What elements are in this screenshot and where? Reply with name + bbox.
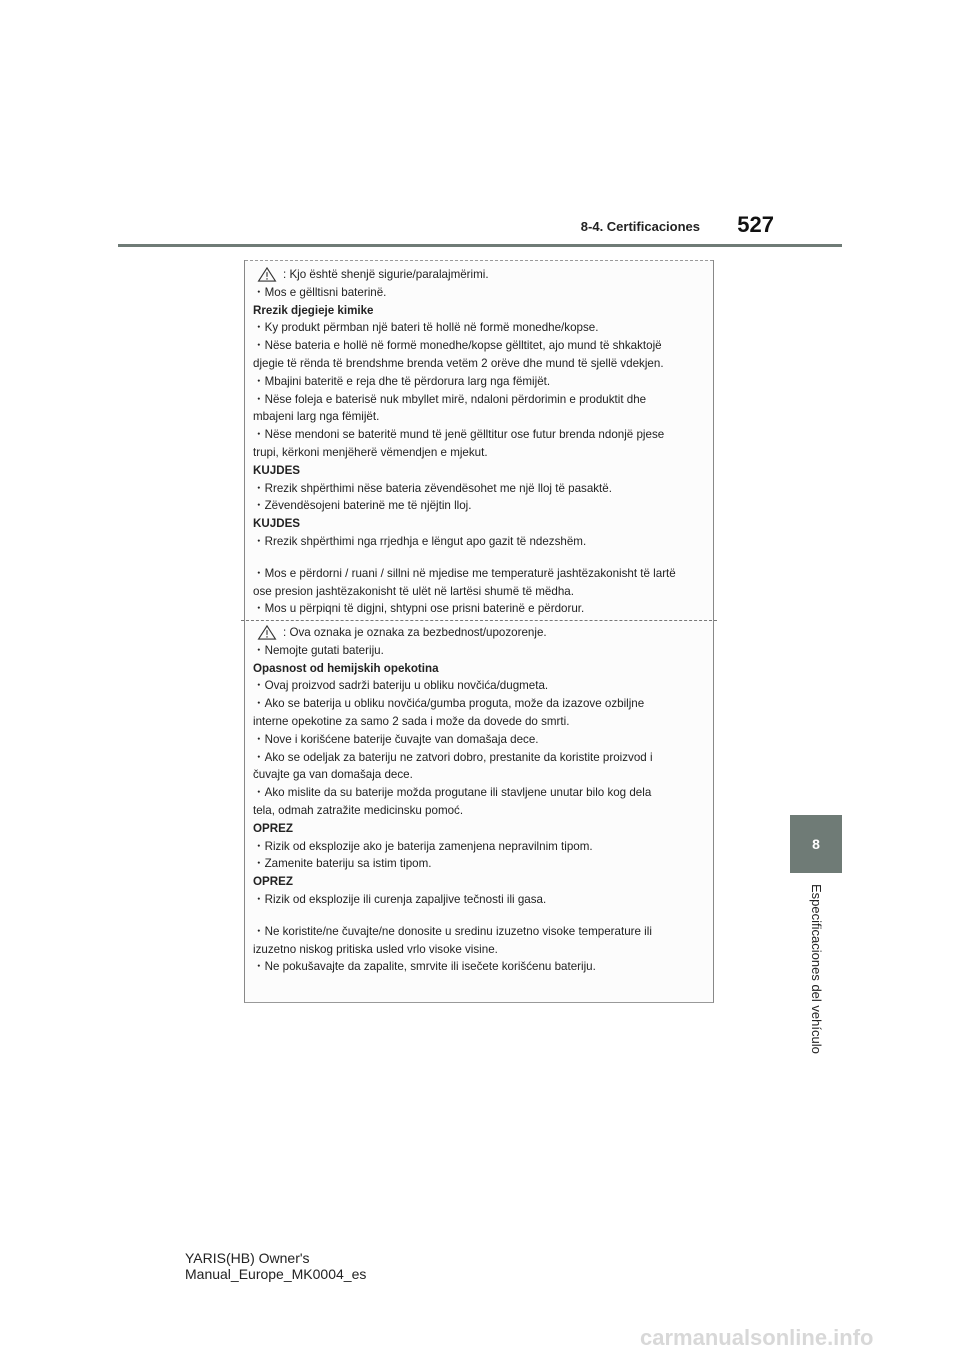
serbian-warning-block <box>253 624 707 976</box>
serbian-line: tela, odmah zatražite medicinsku pomoć. <box>253 803 464 817</box>
albanian-line: ・Ky produkt përmban një bateri të hollë në formë monedhe/kopse. <box>253 321 599 335</box>
section-divider <box>241 620 717 621</box>
serbian-line: ・Ako se odeljak za bateriju ne zatvori dobro, prestanite da koristite proizvod i <box>253 750 653 764</box>
serbian-line: ・Ne pokušavajte da zapalite, smrvite ili isečete korišćenu bateriju. <box>253 960 596 974</box>
serbian-line: izuzetno niskog pritiska usled vrlo visoke visine. <box>253 942 498 956</box>
albanian-line: ・Nëse foleja e baterisë nuk mbyllet mirë, ndaloni përdorimin e produktit dhe <box>253 392 647 406</box>
albanian-line: ・Mos e gëlltisni baterinë. <box>253 285 387 299</box>
warning-triangle-icon <box>257 267 277 282</box>
albanian-caution-heading: KUJDES <box>253 463 301 477</box>
serbian-subheading: Opasnost od hemijskih opekotina <box>253 661 439 675</box>
warning-triangle-icon <box>257 625 277 640</box>
serbian-line: ・Ako se baterija u obliku novčića/gumba proguta, može da izazove ozbiljne <box>253 697 645 711</box>
header-rule <box>118 244 842 247</box>
chapter-number: 8 <box>812 836 820 852</box>
albanian-line: ・Mos e përdorni / ruani / sillni në mjedise me temperaturë jashtëzakonisht të lartë <box>253 566 676 580</box>
serbian-line: ・Zamenite bateriju sa istim tipom. <box>253 857 432 871</box>
certification-label-scan <box>244 260 714 1003</box>
page-number: 527 <box>737 212 774 237</box>
chapter-label: Especificaciones del vehículo <box>809 884 824 1054</box>
albanian-line: ・Mos u përpiqni të digjni, shtypni ose prisni baterinë e përdorur. <box>253 602 585 616</box>
serbian-caution-heading: OPREZ <box>253 875 293 889</box>
serbian-line: : Ova oznaka je oznaka za bezbednost/upozorenje. <box>283 626 547 639</box>
serbian-line: ・Ovaj proizvod sadrži bateriju u obliku novčića/dugmeta. <box>253 679 549 693</box>
albanian-line: djegie të rënda të brendshme brenda vetëm 2 orëve dhe mund të sjellë vdekjen. <box>253 356 664 370</box>
albanian-subheading: Rrezik djegieje kimike <box>253 303 374 317</box>
albanian-warning-block <box>253 266 707 618</box>
albanian-line: ・Rrezik shpërthimi nga rrjedhja e lëngut apo gazit të ndezshëm. <box>253 534 587 548</box>
albanian-line: ・Nëse bateria e hollë në formë monedhe/kopse gëlltitet, ajo mund të shkaktojë <box>253 339 662 353</box>
serbian-line: ・Nove i korišćene baterije čuvajte van domašaja dece. <box>253 732 539 746</box>
albanian-warning-heading <box>253 266 707 284</box>
albanian-line: mbajeni larg nga fëmijët. <box>253 410 380 424</box>
albanian-caution-heading: KUJDES <box>253 517 301 531</box>
section-title: 8-4. Certificaciones <box>580 219 700 234</box>
serbian-line: ・Ne koristite/ne čuvajte/ne donosite u sredinu izuzetno visoke temperature ili <box>253 924 652 938</box>
albanian-line: ・Rrezik shpërthimi nëse bateria zëvendësohet me një lloj të pasaktë. <box>253 481 612 495</box>
serbian-line: ・Ako mislite da su baterije možda progutane ili stavljene unutar bilo kog dela <box>253 786 652 800</box>
document-footer: YARIS(HB) Owner's Manual_Europe_MK0004_es <box>185 1250 367 1282</box>
chapter-tab[interactable] <box>790 815 842 873</box>
serbian-caution-heading: OPREZ <box>253 821 293 835</box>
scan-top-border <box>245 260 713 261</box>
serbian-warning-heading <box>253 624 707 642</box>
watermark: carmanualsonline.info <box>640 1325 874 1350</box>
serbian-line: čuvajte ga van domašaja dece. <box>253 768 413 782</box>
serbian-line: ・Rizik od eksplozije ili curenja zapaljive tečnosti ili gasa. <box>253 892 547 906</box>
albanian-line: : Kjo është shenjë sigurie/paralajmërimi. <box>283 268 489 281</box>
albanian-line: ・Zëvendësojeni baterinë me të njëjtin lloj. <box>253 499 472 513</box>
albanian-line: ・Nëse mendoni se bateritë mund të jenë gëlltitur ose futur brenda ndonjë pjese <box>253 428 665 442</box>
albanian-line: trupi, kërkoni menjëherë vëmendjen e mjekut. <box>253 445 488 459</box>
serbian-line: ・Rizik od eksplozije ako je baterija zamenjena nepravilnim tipom. <box>253 839 593 853</box>
serbian-line: ・Nemojte gutati bateriju. <box>253 643 384 657</box>
albanian-line: ose presion jashtëzakonisht të ulët në lartësi shumë të mëdha. <box>253 584 574 598</box>
albanian-line: ・Mbajini bateritë e reja dhe të përdorura larg nga fëmijët. <box>253 374 551 388</box>
serbian-line: interne opekotine za samo 2 sada i može da dovede do smrti. <box>253 714 570 728</box>
